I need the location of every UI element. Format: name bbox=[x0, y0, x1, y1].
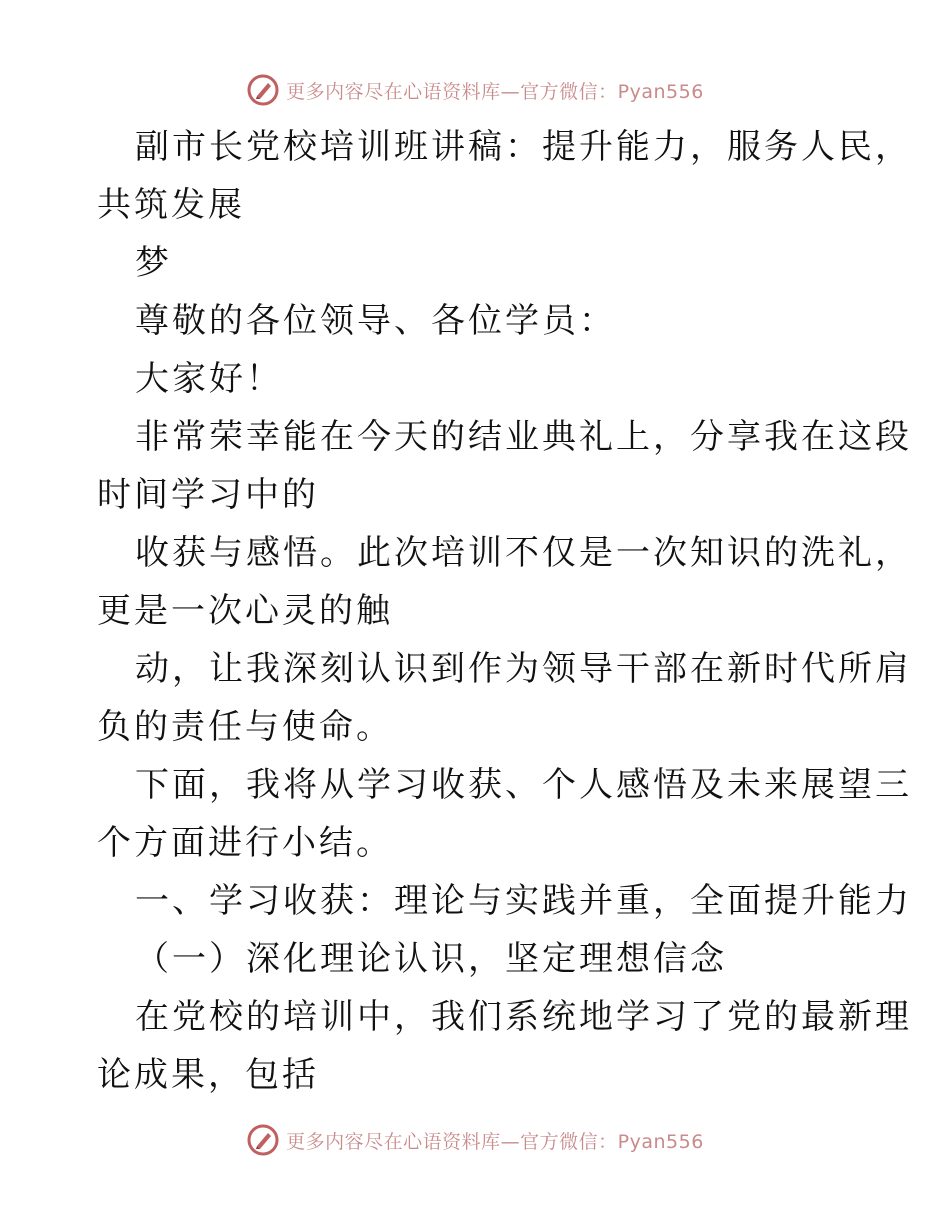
paragraph bbox=[97, 872, 912, 930]
paragraph-line: 时间学习中的 bbox=[97, 475, 319, 515]
paragraph-line: 非常荣幸能在今天的结业典礼上，分享我在这段 bbox=[135, 417, 912, 457]
paragraph bbox=[97, 756, 912, 872]
paragraph-line: 一、学习收获：理论与实践并重，全面提升能力 bbox=[135, 881, 912, 921]
paragraph-line: 梦 bbox=[135, 243, 172, 283]
paragraph-line: 负的责任与使命。 bbox=[97, 707, 393, 747]
paragraph-line: 副市长党校培训班讲稿：提升能力，服务人民， bbox=[135, 127, 912, 167]
paragraph bbox=[97, 524, 912, 640]
paragraph-line: （一）深化理论认识，坚定理想信念 bbox=[135, 939, 727, 979]
paragraph-line: 更是一次心灵的触 bbox=[97, 591, 393, 631]
pen-logo-icon bbox=[246, 73, 280, 107]
paragraph-line: 在党校的培训中，我们系统地学习了党的最新理 bbox=[135, 997, 912, 1037]
paragraph-line: 个方面进行小结。 bbox=[97, 823, 393, 863]
watermark-group bbox=[246, 73, 704, 107]
paragraph bbox=[97, 292, 857, 350]
paragraph bbox=[97, 408, 912, 524]
paragraph-line: 大家好！ bbox=[135, 359, 283, 399]
paragraph-line: 下面，我将从学习收获、个人感悟及未来展望三 bbox=[135, 765, 912, 805]
paragraph bbox=[97, 640, 912, 756]
watermark-group bbox=[246, 1123, 704, 1157]
paragraph bbox=[97, 350, 857, 408]
header-watermark bbox=[0, 70, 950, 110]
watermark-text: 更多内容尽在心语资料库—官方微信：Pyan556 bbox=[286, 1130, 704, 1153]
paragraph bbox=[97, 234, 857, 292]
paragraph-line: 尊敬的各位领导、各位学员： bbox=[135, 301, 616, 341]
paragraph-line: 共筑发展 bbox=[97, 185, 245, 225]
pen-logo-icon bbox=[246, 1123, 280, 1157]
paragraph-line: 收获与感悟。此次培训不仅是一次知识的洗礼， bbox=[135, 533, 912, 573]
paragraph-line: 论成果，包括 bbox=[97, 1055, 319, 1095]
paragraph-line: 动，让我深刻认识到作为领导干部在新时代所肩 bbox=[135, 649, 912, 689]
footer-watermark bbox=[0, 1120, 950, 1160]
paragraph bbox=[97, 930, 857, 988]
paragraph bbox=[97, 118, 912, 234]
document-body bbox=[97, 118, 912, 1104]
watermark-text: 更多内容尽在心语资料库—官方微信：Pyan556 bbox=[286, 80, 704, 103]
paragraph bbox=[97, 988, 912, 1104]
